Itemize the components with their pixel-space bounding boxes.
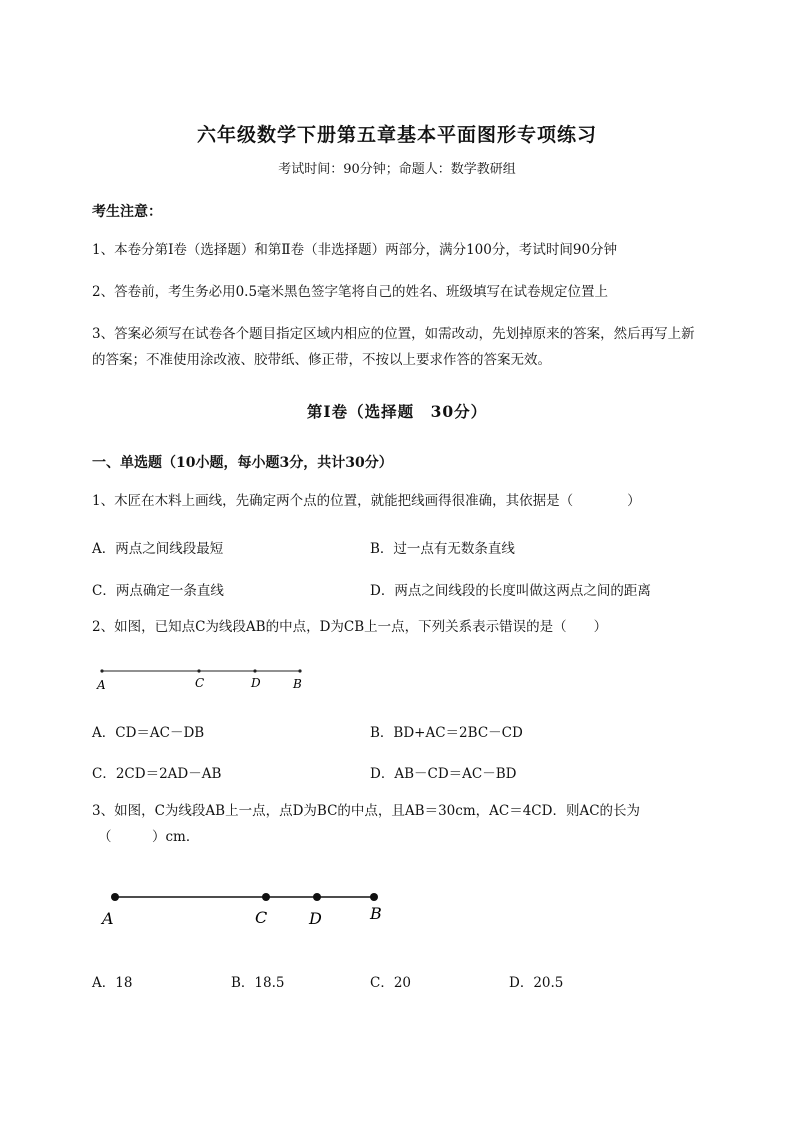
exam-info: 考试时间：90分钟；命题人：数学教研组 [278, 162, 516, 177]
q3-point-b [370, 893, 378, 901]
question-3-stem-cont: （ ）cm． [98, 829, 200, 845]
q3-option-b: B．18.5 [231, 975, 285, 991]
q3-point-d [313, 893, 321, 901]
q2-segment-figure [92, 660, 312, 696]
q2-option-b: B．BD+AC＝2BC－CD [370, 725, 523, 741]
q2-option-c: C．2CD＝2AD－AB [92, 766, 222, 782]
q1-option-a: A．两点之间线段最短 [92, 541, 224, 557]
question-type-heading: 一、单选题（10小题，每小题3分，共计30分） [92, 455, 393, 471]
notice-item-2: 2、答卷前，考生务必用0.5毫米黑色签字笔将自己的姓名、班级填写在试卷规定位置上 [92, 284, 609, 300]
q3-option-c: C．20 [370, 975, 412, 991]
question-1-stem: 1、木匠在木料上画线，先确定两个点的位置，就能把线画得很准确，其依据是（ ） [92, 493, 641, 509]
q1-option-d: D．两点之间线段的长度叫做这两点之间的距离 [370, 583, 651, 599]
q3-segment-figure [92, 884, 392, 932]
q3-point-a [111, 893, 119, 901]
q2-option-d: D．AB－CD＝AC－BD [370, 766, 517, 782]
q2-point-d [253, 669, 256, 672]
question-2-stem: 2、如图，已知点C为线段AB的中点，D为CB上一点，下列关系表示错误的是（ ） [92, 619, 608, 635]
notice-item-3-cont: 的答案；不准使用涂改液、胶带纸、修正带，不按以上要求作答的答案无效。 [92, 352, 551, 368]
q3-option-a: A．18 [92, 975, 133, 991]
q3-label-b: B [370, 904, 382, 923]
page-title: 六年级数学下册第五章基本平面图形专项练习 [196, 124, 597, 146]
section-title: 第Ⅰ卷（选择题 30分） [306, 402, 488, 421]
q2-label-d: D [251, 676, 261, 690]
q1-option-b: B．过一点有无数条直线 [370, 541, 515, 557]
q3-label-d: D [309, 909, 322, 928]
q2-point-c [197, 669, 200, 672]
notice-heading: 考生注意： [92, 204, 162, 220]
q2-point-a [100, 669, 103, 672]
q1-option-c: C．两点确定一条直线 [92, 583, 224, 599]
q3-label-c: C [255, 908, 268, 927]
notice-item-3: 3、答案必须写在试卷各个题目指定区域内相应的位置，如需改动，先划掉原来的答案，然后再写上新 [92, 326, 695, 342]
q2-point-b [298, 669, 301, 672]
q3-option-d: D．20.5 [509, 975, 564, 991]
q3-label-a: A [102, 909, 114, 928]
q2-option-a: A．CD＝AC－DB [92, 725, 205, 741]
question-3-stem: 3、如图，C为线段AB上一点，点D为BC的中点，且AB＝30cm，AC＝4CD．则AC的长为 [92, 803, 641, 819]
q3-point-c [262, 893, 270, 901]
q2-label-a: A [97, 678, 106, 692]
notice-item-1: 1、本卷分第Ⅰ卷（选择题）和第Ⅱ卷（非选择题）两部分，满分100分，考试时间90分钟 [92, 242, 618, 258]
q2-label-c: C [195, 676, 205, 690]
q2-label-b: B [293, 677, 302, 691]
